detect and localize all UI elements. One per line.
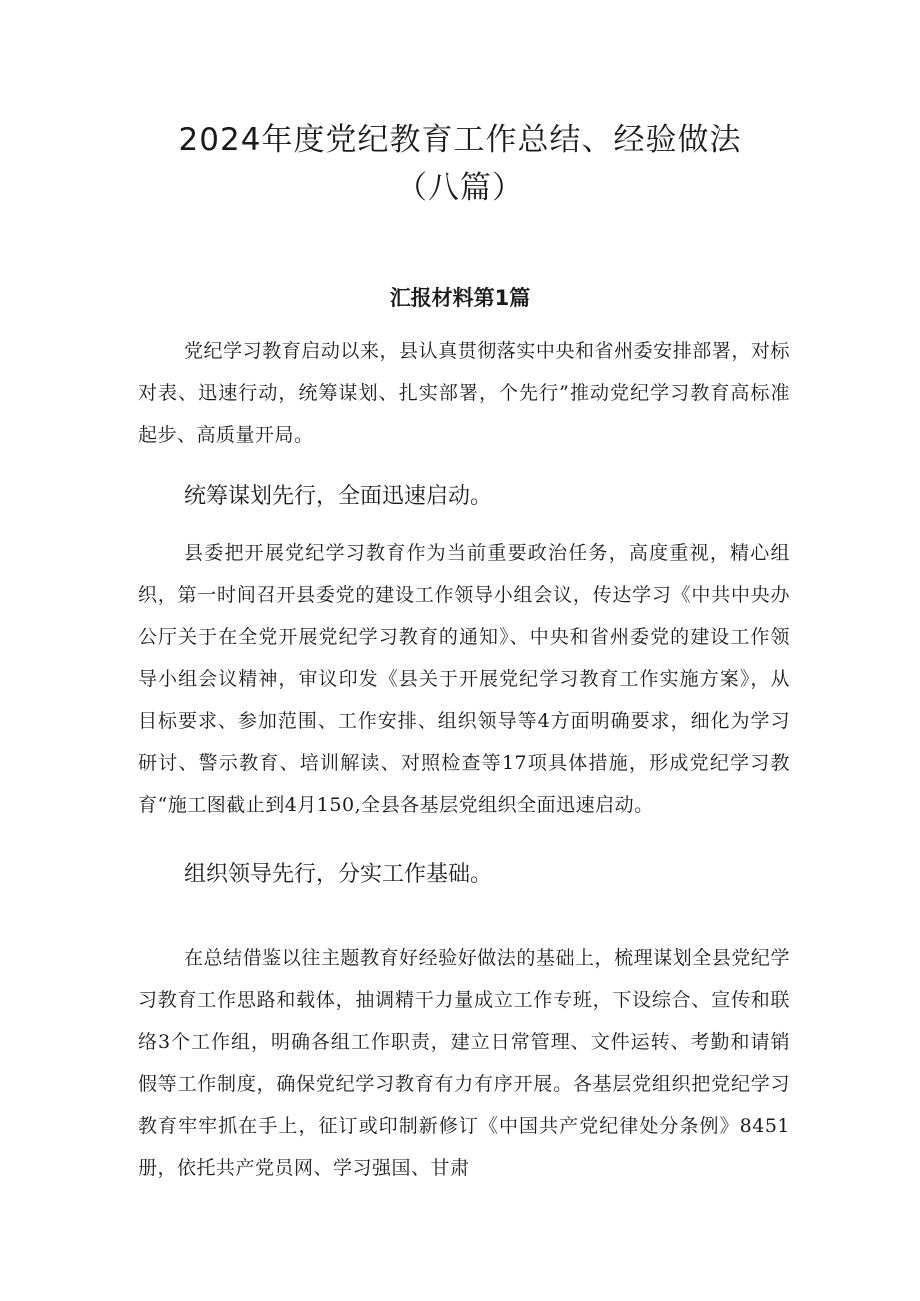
section-heading: 汇报材料第1篇 [389,286,531,310]
subheading-organization: 组织领导先行，分实工作基础。 [184,862,493,887]
paragraph-organization: 在总结借鉴以往主题教育好经验好做法的基础上，梳理谋划全县党纪学习教育工作思路和载体，抽调精干力量成立工作专班，下设综合、宣传和联络3个工作组，明确各组工作职责，建立日常管理、文件运转、考勤和请销假等工作制度，确保党纪学习教育有力有序开展。各基层党组织把党纪学习教育牢牢抓在手上，征订或印制新修订《中国共产党纪律处分条例》8451册，依托共产党员网、学习强国、甘肃 [138,947,790,1179]
document-title-subtitle: （八篇） [396,170,524,206]
paragraph-intro: 党纪学习教育启动以来，县认真贯彻落实中央和省州委安排部署，对标对表、迅速行动，统筹谋划、扎实部署，个先行”推动党纪学习教育高标准起步、高质量开局。 [138,340,790,446]
subheading-planning: 统筹谋划先行，全面迅速启动。 [184,484,493,509]
paragraph-planning: 县委把开展党纪学习教育作为当前重要政治任务，高度重视，精心组织，第一时间召开县委党的建设工作领导小组会议，传达学习《中共中央办公厅关于在全党开展党纪学习教育的通知》、中央和省州委党的建设工作领导小组会议精神，审议印发《县关于开展党纪学习教育工作实施方案》，从目标要求、参加范围、工作安排、组织领导等4方面明确要求，细化为学习研讨、警示教育、培训解读、对照检查等17项具体措施，形成党纪学习教育“施工图截止到4月150,全县各基层党组织全面迅速启动。 [138,542,790,816]
document-title: 2024年度党纪教育工作总结、经验做法 [178,122,742,158]
